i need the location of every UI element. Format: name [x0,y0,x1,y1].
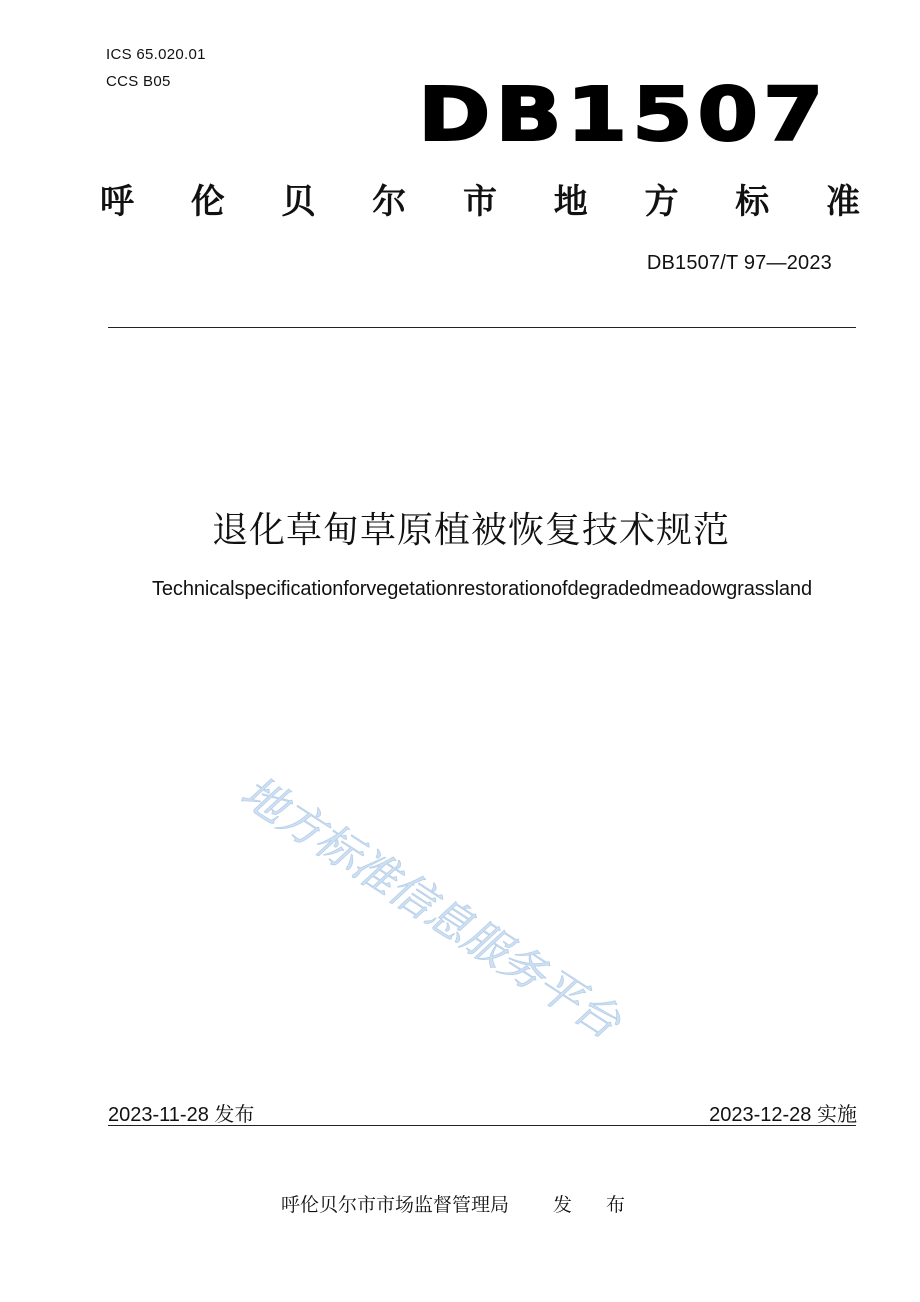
standard-type-char: 呼 [100,182,134,222]
standard-type-char: 伦 [190,182,225,222]
standard-type-char: 准 [826,182,860,222]
issue-date: 2023-11-28 发布 [108,1104,255,1126]
standard-type-char: 尔 [372,182,407,222]
issuer-action: 发 布 [552,1194,640,1216]
issuer-line [0,1190,920,1217]
standard-type-char: 地 [553,182,588,222]
ccs-code: CCS B05 [106,73,171,90]
issuer-name: 呼伦贝尔市市场监督管理局 [280,1194,509,1216]
standard-type-char: 贝 [281,182,316,222]
standard-type-char: 市 [463,182,497,222]
standard-type-char: 方 [644,182,679,222]
implementation-date: 2023-12-28 实施 [709,1104,857,1126]
ics-code: ICS 65.020.01 [106,46,206,63]
standard-type-char: 标 [735,182,770,222]
bottom-divider [108,1125,856,1126]
db-logo: DB1507 [418,72,829,158]
watermark-text: 地方标准信息服务平台 [232,766,629,1049]
title-english: Technicalspecificationforvegetationrestorationofdegradedmeadowgrassland [152,578,812,600]
title-chinese: 退化草甸草原植被恢复技术规范 [211,510,730,551]
standard-type-heading [100,180,860,224]
top-divider [108,327,856,328]
standard-number: DB1507/T 97—2023 [646,252,832,274]
